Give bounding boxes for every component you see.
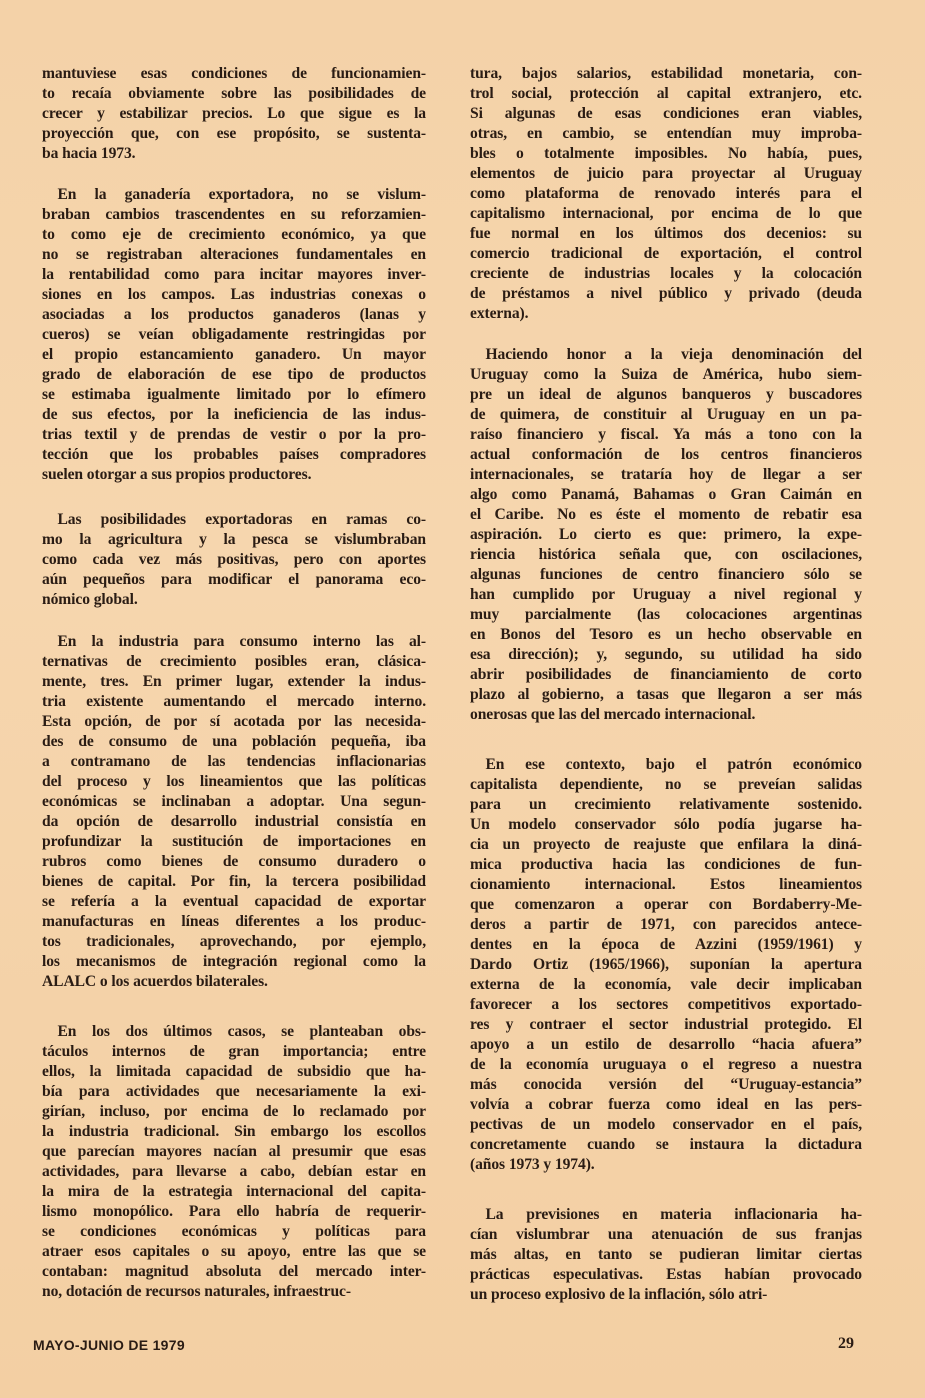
text-line: proyección que, con ese propósito, se sustenta- [42,125,426,142]
text-line: bienes de capital. Por fin, la tercera posibilidad [42,873,426,890]
text-line: raíso financiero y fiscal. Ya más a tono con la [470,426,862,443]
paragraph [470,64,862,324]
text-line: asociadas a los productos ganaderos (lanas y [42,306,426,323]
text-line: más conocida versión del “Uruguay-estancia” [470,1076,862,1093]
text-line: de sus efectos, por la ineficiencia de las indus- [42,406,426,423]
text-line: del proceso y los lineamientos que las políticas [42,773,426,790]
text-line: aún pequeños para modificar el panorama eco- [42,571,426,588]
text-line: trias textil y de prendas de vestir o por la pro- [42,426,426,443]
text-line: la rentabilidad como para incitar mayores inver- [42,266,426,283]
text-line: fue normal en los últimos dos decenios: su [470,225,862,242]
text-line: tos tradicionales, aprovechando, por ejemplo, [42,933,426,950]
text-line: cían vislumbrar una atenuación de sus franjas [470,1226,862,1243]
text-line: deros a partir de 1971, con parecidos antece- [470,916,862,933]
text-line: para un crecimiento relativamente sostenido. [470,796,862,813]
text-line: En la ganadería exportadora, no se vislum- [42,186,426,203]
text-line: táculos internos de gran importancia; entre [42,1043,426,1060]
text-line: onerosas que las del mercado internacional. [470,706,756,723]
paragraph [470,755,862,1175]
text-line: Las posibilidades exportadoras en ramas co- [42,511,426,528]
text-line: Un modelo conservador sólo podía jugarse ha- [470,816,862,833]
text-line: lismo monopólico. Para ello habría de requerir- [42,1203,426,1220]
text-line: Esta opción, de por sí acotada por las necesida- [42,713,426,730]
issue-date: MAYO-JUNIO DE 1979 [33,1337,185,1353]
text-line: cia un proyecto de reajuste que enfilara la diná- [470,836,862,853]
paragraph [470,345,862,725]
text-line: actual conformación de los centros financieros [470,446,862,463]
text-line: la industria tradicional. Sin embargo los escollos [42,1123,426,1140]
text-line: tria existente aumentando el mercado interno. [42,693,426,710]
text-line: externa de la economía, vale decir implicaban [470,976,862,993]
paragraph [470,1205,862,1305]
text-line: siones en los campos. Las industrias conexas o [42,286,426,303]
text-line: (años 1973 y 1974). [470,1156,595,1173]
text-line: tección que los probables países compradores [42,446,426,463]
text-line: En la industria para consumo interno las al- [42,633,426,650]
text-line: trol social, protección al capital extranjero, etc. [470,85,862,102]
text-line: prácticas especulativas. Estas habían provocado [470,1266,862,1283]
text-line: el propio estancamiento ganadero. Un mayor [42,346,426,363]
text-line: da opción de desarrollo industrial consistía en [42,813,426,830]
paragraph [42,632,426,992]
text-line: se condiciones económicas y políticas para [42,1223,426,1240]
text-line: muy parcialmente (las colocaciones argentinas [470,606,862,623]
text-line: pre un ideal de algunos banqueros y buscadores [470,386,862,403]
text-line: dentes en la época de Azzini (1959/1961) y [470,936,862,953]
text-line: atraer esos capitales o su apoyo, entre las que se [42,1243,426,1260]
text-line: ternativas de crecimiento posibles eran, clásica- [42,653,426,670]
text-line: plazo al gobierno, a tasas que llegaron a ser más [470,686,862,703]
text-line: como cada vez más positivas, pero con aportes [42,551,426,568]
text-line: a contramano de las tendencias inflacionarias [42,753,426,770]
text-line: mica productiva hacia las condiciones de fun- [470,856,862,873]
text-line: ALALC o los acuerdos bilaterales. [42,973,268,990]
text-line: Si algunas de esas condiciones eran viables, [470,105,862,122]
text-line: grado de elaboración de ese tipo de productos [42,366,426,383]
text-line: creciente de industrias locales y la colocación [470,265,862,282]
text-line: el Caribe. No es éste el momento de rebatir esa [470,506,862,523]
text-line: En ese contexto, bajo el patrón económico [470,756,862,773]
text-line: En los dos últimos casos, se planteaban obs- [42,1023,426,1040]
text-line: ba hacia 1973. [42,145,136,162]
text-line: ellos, la limitada capacidad de subsidio que ha- [42,1063,426,1080]
text-line: que parecían mayores nacían al presumir que esas [42,1143,426,1160]
text-line: los mecanismos de integración regional como la [42,953,426,970]
text-line: mo la agricultura y la pesca se vislumbraban [42,531,426,548]
text-line: concretamente cuando se instaura la dictadura [470,1136,862,1153]
paragraph [42,510,426,610]
text-line: favorecer a los sectores competitivos exportado- [470,996,862,1013]
text-line: no, dotación de recursos naturales, infraestruc- [42,1283,351,1300]
text-line: abrir posibilidades de financiamiento de corto [470,666,862,683]
text-line: se refería a la eventual capacidad de exportar [42,893,426,910]
text-line: Dardo Ortiz (1965/1966), suponían la apertura [470,956,862,973]
text-line: más altas, en tanto se pudieran limitar ciertas [470,1246,862,1263]
text-line: pectivas de un modelo conservador en el país, [470,1116,862,1133]
text-line: comercio tradicional de exportación, el control [470,245,862,262]
text-line: tura, bajos salarios, estabilidad monetaria, con- [470,65,862,82]
text-line: elementos de juicio para proyectar al Uruguay [470,165,862,182]
text-line: cionamiento internacional. Estos lineamientos [470,876,862,893]
text-line: actividades, para llevarse a cabo, debían estar en [42,1163,426,1180]
text-line: girían, incluso, por encima de lo reclamado por [42,1103,426,1120]
text-line: riencia histórica señala que, con oscilaciones, [470,546,862,563]
text-line: cueros) se veían obligadamente restringidas por [42,326,426,343]
text-line: to recaía obviamente sobre las posibilidades de [42,85,426,102]
text-line: mente, tres. En primer lugar, extender la indus- [42,673,426,690]
text-line: algunas funciones de centro financiero sólo se [470,566,862,583]
text-line: capitalista dependiente, no se preveían salidas [470,776,862,793]
text-line: en Bonos del Tesoro es un hecho observable en [470,626,862,643]
text-line: de préstamos a nivel público y privado (deuda [470,285,862,302]
text-line: que comenzaron a operar con Bordaberry-Me- [470,896,862,913]
text-line: volvía a cobrar fuerza como ideal en las pers- [470,1096,862,1113]
paragraph [42,1022,426,1302]
text-line: se estimaba igualmente limitado por lo efímero [42,386,426,403]
text-line: apoyo a un estilo de desarrollo “hacia afuera” [470,1036,862,1053]
page-number: 29 [838,1335,854,1352]
text-line: suelen otorgar a sus propios productores. [42,466,312,483]
text-line: bía para actividades que necesariamente la exi- [42,1083,426,1100]
text-line: to como eje de crecimiento económico, ya que [42,226,426,243]
text-line: contaban: magnitud absoluta del mercado inter- [42,1263,426,1280]
text-line: Uruguay como la Suiza de América, hubo siem- [470,366,862,383]
text-line: han cumplido por Uruguay a nivel regional y [470,586,862,603]
text-line: mantuviese esas condiciones de funcionamien- [42,65,426,82]
text-line: profundizar la sustitución de importaciones en [42,833,426,850]
text-line: de quimera, de constituir al Uruguay en un pa- [470,406,862,423]
text-line: algo como Panamá, Bahamas o Gran Caimán en [470,486,862,503]
text-line: la mira de la estrategia internacional del capita- [42,1183,426,1200]
text-line: externa). [470,305,529,322]
text-line: res y contraer el sector industrial protegido. El [470,1016,862,1033]
text-line: un proceso explosivo de la inflación, sólo atri- [470,1286,768,1303]
text-line: otras, en cambio, se entendían muy improba- [470,125,862,142]
text-line: manufacturas en líneas diferentes a los produc- [42,913,426,930]
text-line: des de consumo de una población pequeña, iba [42,733,426,750]
text-line: La previsiones en materia inflacionaria ha- [470,1206,862,1223]
text-line: económicas se inclinaban a adoptar. Una segun- [42,793,426,810]
text-line: braban cambios trascendentes en su reforzamien- [42,206,426,223]
text-line: Haciendo honor a la vieja denominación del [470,346,862,363]
text-line: como plataforma de renovado interés para el [470,185,862,202]
paragraph [42,185,426,485]
text-line: bles o totalmente imposibles. No había, pues, [470,145,862,162]
text-line: esa dirección); y, segundo, su utilidad ha sido [470,646,862,663]
text-line: rubros como bienes de consumo duradero o [42,853,426,870]
text-line: aspiración. Lo cierto es que: primero, la expe- [470,526,862,543]
paragraph [42,64,426,164]
text-line: nómico global. [42,591,138,608]
text-line: internacionales, se trataría hoy de llegar a ser [470,466,862,483]
text-line: crecer y estabilizar precios. Lo que sigue es la [42,105,426,122]
text-line: capitalismo internacional, por encima de lo que [470,205,862,222]
text-line: de la economía uruguaya o el regreso a nuestra [470,1056,862,1073]
text-line: no se registraban alteraciones fundamentales en [42,246,426,263]
